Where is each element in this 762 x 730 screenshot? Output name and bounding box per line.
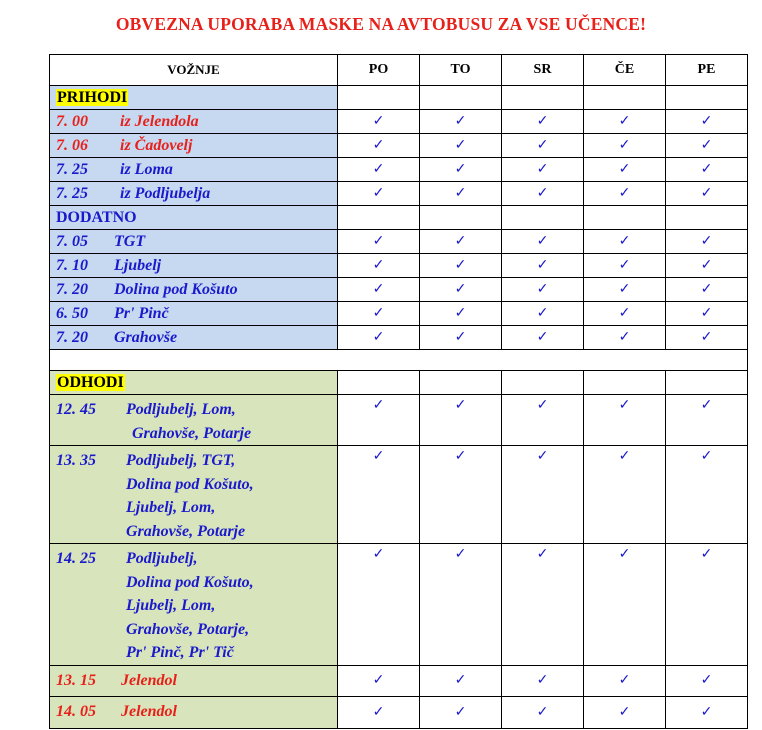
checkmark-icon: ✓	[584, 446, 666, 544]
checkmark-icon: ✓	[502, 544, 584, 666]
checkmark-icon: ✓	[338, 182, 420, 206]
ride-stops: Grahovše, Potarje	[126, 522, 246, 540]
checkmark-icon: ✓	[420, 302, 502, 326]
checkmark-icon: ✓	[666, 544, 748, 666]
section-label: ODHODI	[57, 373, 124, 391]
checkmark-icon: ✓	[502, 158, 584, 182]
checkmark-icon: ✓	[502, 230, 584, 254]
ride-stops: Podljubelj,	[126, 550, 198, 567]
checkmark-icon: ✓	[502, 182, 584, 206]
checkmark-icon: ✓	[584, 110, 666, 134]
ride-time: 6. 50	[56, 304, 88, 322]
checkmark-icon: ✓	[666, 254, 748, 278]
ride-cell	[50, 395, 338, 446]
ride-cell	[50, 158, 338, 182]
section-label: PRIHODI	[57, 88, 128, 106]
ride-cell	[50, 665, 338, 696]
checkmark-icon: ✓	[584, 395, 666, 446]
ride-time: 13. 35	[56, 452, 96, 469]
checkmark-icon: ✓	[420, 665, 502, 696]
checkmark-icon: ✓	[584, 326, 666, 350]
ride-stops: Dolina pod Košuto,	[126, 475, 254, 493]
section-row-prihodi	[50, 86, 748, 110]
section-heading-odhodi	[50, 371, 338, 395]
checkmark-icon: ✓	[338, 446, 420, 544]
checkmark-icon: ✓	[666, 278, 748, 302]
header-day: ČE	[584, 55, 666, 86]
schedule-row	[50, 302, 748, 326]
checkmark-icon: ✓	[502, 254, 584, 278]
ride-stops: Ljubelj, Lom,	[126, 499, 216, 516]
ride-destination: iz Čadovelj	[120, 136, 193, 154]
checkmark-icon: ✓	[502, 665, 584, 696]
checkmark-icon: ✓	[584, 134, 666, 158]
checkmark-icon: ✓	[420, 230, 502, 254]
checkmark-icon: ✓	[338, 158, 420, 182]
checkmark-icon: ✓	[420, 182, 502, 206]
checkmark-icon: ✓	[420, 254, 502, 278]
checkmark-icon: ✓	[666, 326, 748, 350]
checkmark-icon: ✓	[666, 110, 748, 134]
ride-destination: iz Podljubelja	[120, 184, 211, 202]
ride-destination: Pr' Pinč	[114, 304, 169, 322]
ride-destination: Ljubelj	[114, 256, 162, 274]
checkmark-icon: ✓	[502, 302, 584, 326]
checkmark-icon: ✓	[584, 696, 666, 728]
checkmark-icon: ✓	[338, 326, 420, 350]
checkmark-icon: ✓	[584, 544, 666, 666]
checkmark-icon: ✓	[420, 696, 502, 728]
ride-cell	[50, 230, 338, 254]
section-row-odhodi	[50, 371, 748, 395]
checkmark-icon: ✓	[502, 326, 584, 350]
checkmark-icon: ✓	[502, 696, 584, 728]
checkmark-icon: ✓	[420, 278, 502, 302]
ride-cell	[50, 302, 338, 326]
ride-time: 14. 05	[56, 703, 96, 720]
checkmark-icon: ✓	[666, 395, 748, 446]
checkmark-icon: ✓	[584, 302, 666, 326]
checkmark-icon: ✓	[420, 158, 502, 182]
schedule-row	[50, 395, 748, 446]
schedule-row	[50, 134, 748, 158]
bus-schedule-table	[49, 54, 748, 729]
checkmark-icon: ✓	[666, 302, 748, 326]
ride-stops: Dolina pod Košuto,	[126, 573, 254, 591]
ride-time: 13. 15	[56, 671, 96, 689]
checkmark-icon: ✓	[502, 134, 584, 158]
checkmark-icon: ✓	[338, 696, 420, 728]
header-day: PE	[666, 55, 748, 86]
header-day: SR	[502, 55, 584, 86]
checkmark-icon: ✓	[420, 395, 502, 446]
checkmark-icon: ✓	[666, 696, 748, 728]
ride-cell	[50, 326, 338, 350]
ride-destination: Jelendol	[121, 671, 177, 689]
schedule-row	[50, 446, 748, 544]
section-heading-dodatno: DODATNO	[50, 206, 338, 230]
checkmark-icon: ✓	[338, 134, 420, 158]
ride-stops: Podljubelj, TGT,	[126, 452, 236, 469]
ride-cell	[50, 544, 338, 666]
checkmark-icon: ✓	[502, 446, 584, 544]
schedule-row	[50, 665, 748, 696]
ride-time: 12. 45	[56, 401, 96, 418]
checkmark-icon: ✓	[584, 230, 666, 254]
checkmark-icon: ✓	[338, 230, 420, 254]
ride-stops: Grahovše, Potarje,	[126, 620, 250, 638]
schedule-row	[50, 158, 748, 182]
ride-time: 7. 25	[56, 184, 88, 202]
checkmark-icon: ✓	[338, 302, 420, 326]
header-day: PO	[338, 55, 420, 86]
ride-stops: Grahovše, Potarje	[132, 424, 252, 442]
ride-time: 7. 20	[56, 280, 88, 298]
schedule-row	[50, 254, 748, 278]
ride-time: 7. 25	[56, 160, 88, 178]
schedule-row	[50, 696, 748, 728]
ride-cell	[50, 134, 338, 158]
ride-time: 7. 20	[56, 328, 88, 346]
checkmark-icon: ✓	[502, 110, 584, 134]
checkmark-icon: ✓	[420, 446, 502, 544]
checkmark-icon: ✓	[338, 254, 420, 278]
ride-time: 7. 06	[56, 136, 88, 154]
ride-time: 7. 00	[56, 112, 88, 130]
checkmark-icon: ✓	[420, 544, 502, 666]
checkmark-icon: ✓	[666, 446, 748, 544]
schedule-row	[50, 326, 748, 350]
ride-stops: Podljubelj, Lom,	[126, 401, 236, 418]
ride-cell	[50, 182, 338, 206]
checkmark-icon: ✓	[666, 230, 748, 254]
checkmark-icon: ✓	[666, 665, 748, 696]
checkmark-icon: ✓	[502, 278, 584, 302]
checkmark-icon: ✓	[584, 278, 666, 302]
checkmark-icon: ✓	[420, 134, 502, 158]
ride-cell	[50, 278, 338, 302]
checkmark-icon: ✓	[584, 182, 666, 206]
header-rides: VOŽNJE	[50, 55, 338, 86]
header-day: TO	[420, 55, 502, 86]
checkmark-icon: ✓	[666, 158, 748, 182]
checkmark-icon: ✓	[584, 158, 666, 182]
checkmark-icon: ✓	[338, 544, 420, 666]
ride-destination: Dolina pod Košuto	[114, 280, 238, 298]
page-title: OBVEZNA UPORABA MASKE NA AVTOBUSU ZA VSE UČENCE!	[115, 14, 647, 34]
ride-cell	[50, 696, 338, 728]
checkmark-icon: ✓	[338, 665, 420, 696]
checkmark-icon: ✓	[338, 395, 420, 446]
ride-stops: Pr' Pinč, Pr' Tič	[126, 644, 234, 661]
schedule-row	[50, 278, 748, 302]
ride-time: 7. 10	[56, 256, 88, 274]
spacer-row	[50, 350, 748, 371]
section-heading-prihodi	[50, 86, 338, 110]
header-row	[50, 55, 748, 86]
ride-destination: iz Loma	[120, 160, 173, 178]
checkmark-icon: ✓	[666, 134, 748, 158]
schedule-row	[50, 182, 748, 206]
checkmark-icon: ✓	[420, 326, 502, 350]
ride-cell	[50, 254, 338, 278]
section-row-dodatno	[50, 206, 748, 230]
schedule-row	[50, 110, 748, 134]
checkmark-icon: ✓	[584, 254, 666, 278]
ride-destination: iz Jelendola	[120, 112, 199, 130]
ride-time: 7. 05	[56, 232, 88, 250]
checkmark-icon: ✓	[666, 182, 748, 206]
ride-destination: Grahovše	[114, 328, 178, 346]
checkmark-icon: ✓	[420, 110, 502, 134]
checkmark-icon: ✓	[584, 665, 666, 696]
ride-stops: Ljubelj, Lom,	[126, 597, 216, 614]
checkmark-icon: ✓	[338, 278, 420, 302]
schedule-row	[50, 230, 748, 254]
checkmark-icon: ✓	[502, 395, 584, 446]
ride-time: 14. 25	[56, 550, 96, 567]
ride-destination: TGT	[114, 232, 146, 250]
checkmark-icon: ✓	[338, 110, 420, 134]
ride-destination: Jelendol	[121, 703, 177, 720]
ride-cell	[50, 446, 338, 544]
ride-cell	[50, 110, 338, 134]
schedule-row	[50, 544, 748, 666]
